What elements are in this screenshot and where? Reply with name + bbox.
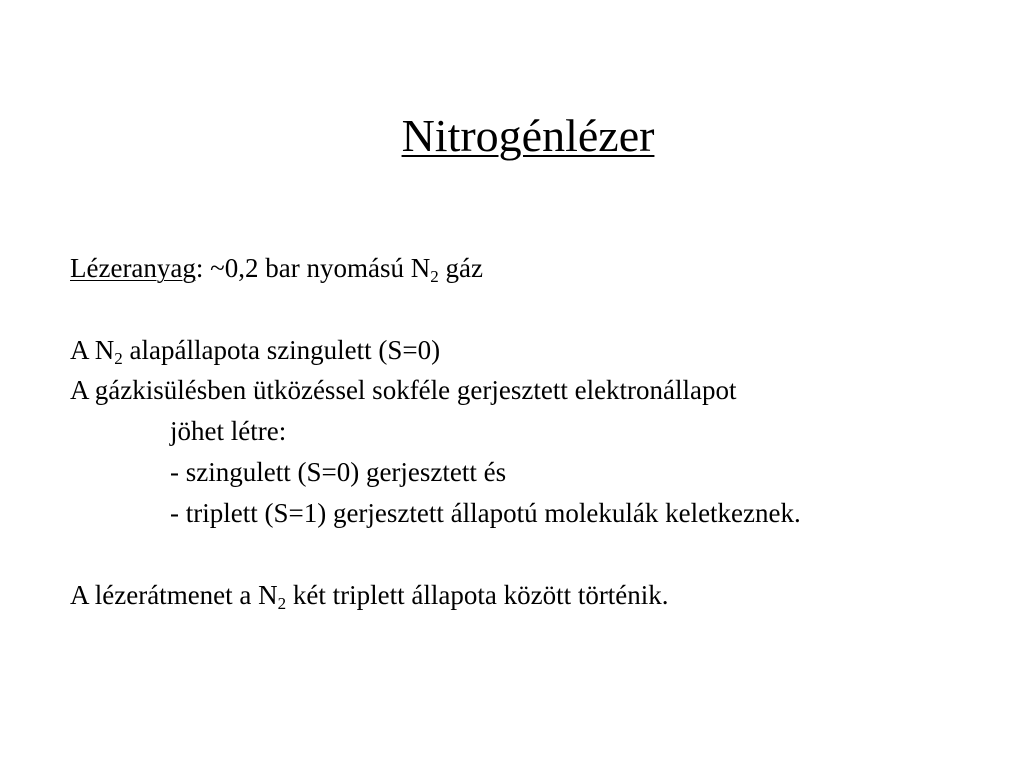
material-line	[70, 250, 483, 286]
bullet-singlet: - szingulett (S=0) gerjesztett és	[170, 457, 507, 487]
material-subscript: 2	[430, 267, 439, 286]
material-text-before: : ~0,2 bar nyomású N	[195, 253, 431, 283]
title-text: Nitrogénlézer	[401, 110, 655, 161]
ground-state-text-after: alapállapota szingulett (S=0)	[122, 335, 441, 365]
ground-state-subscript: 2	[114, 349, 123, 368]
bullet-triplet: - triplett (S=1) gerjesztett állapotú molekulák keletkeznek.	[170, 498, 801, 528]
ground-state-line	[70, 332, 440, 368]
slide-title	[0, 108, 1024, 164]
transition-text-before: A lézerátmenet a N	[70, 580, 278, 610]
ground-state-text-before: A N	[70, 335, 115, 365]
material-text-after: gáz	[438, 253, 483, 283]
transition-line	[70, 577, 669, 613]
material-label: Lézeranyag	[70, 253, 196, 283]
transition-subscript: 2	[277, 594, 287, 613]
transition-text-after: két triplett állapota között történik.	[286, 580, 669, 610]
discharge-continuation: jöhet létre:	[170, 416, 287, 446]
discharge-line: A gázkisülésben ütközéssel sokféle gerjesztett elektronállapot	[70, 375, 737, 405]
